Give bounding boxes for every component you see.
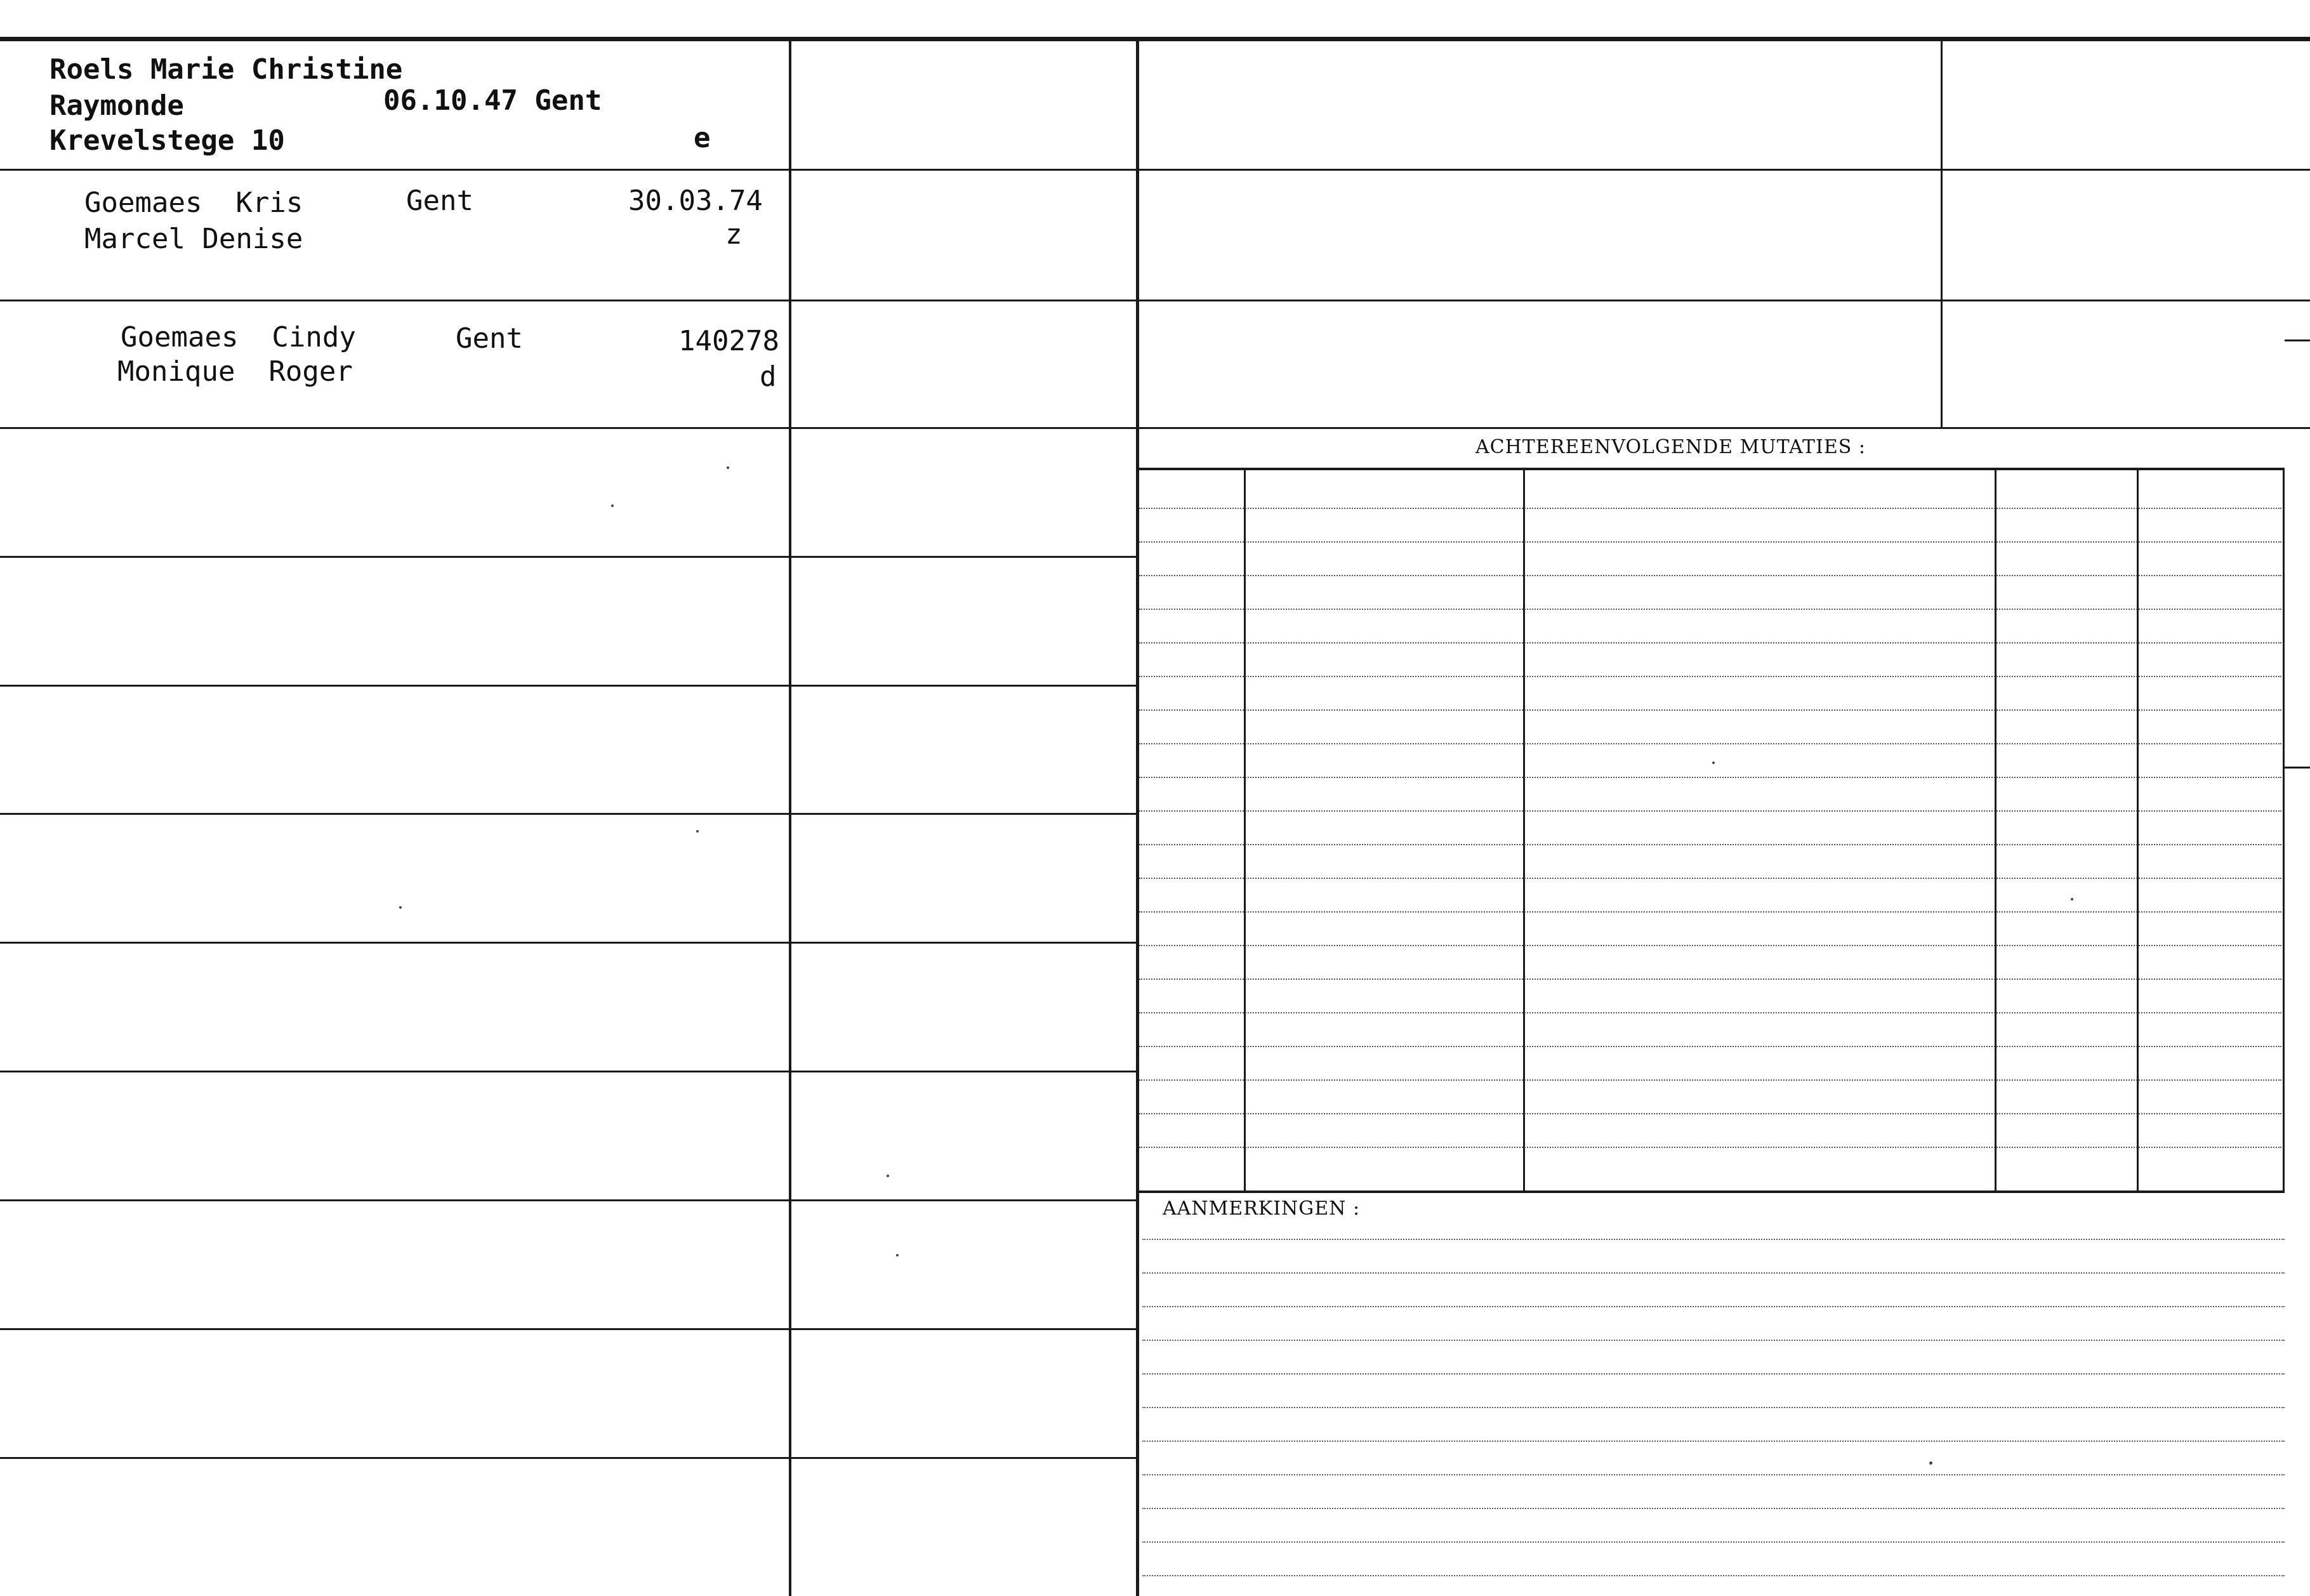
aanmerkingen-line [1142,1373,2285,1375]
entry-1-birth-date-place: 06.10.47 Gent [383,84,602,117]
mutaties-heading: ACHTEREENVOLGENDE MUTATIES : [1475,436,1866,458]
entry-1-name: Roels Marie Christine [50,53,403,86]
aanmerkingen-line [1142,1239,2285,1240]
aanmerkingen-line [1142,1340,2285,1341]
entry-3-given-names: Monique Roger [117,355,353,388]
mutaties-top-rule [1136,468,2285,470]
mutaties-line [1139,1147,2281,1148]
mutaties-line [1139,979,2281,980]
row-line [0,685,1136,687]
row-line [0,169,1136,171]
scan-speck [727,466,729,469]
aanmerkingen-line [1142,1541,2285,1543]
mutaties-line [1139,709,2281,711]
aanmerkingen-line [1142,1441,2285,1442]
right-upper-divider [1941,37,1943,428]
mutaties-line [1139,575,2281,576]
right-row-line [1136,169,2310,171]
aanmerkingen-line [1142,1508,2285,1509]
right-row-line [1136,300,2310,301]
row-line [0,1199,1136,1201]
entry-3-place: Gent [456,322,523,355]
mutaties-line [1139,1046,2281,1047]
row-line [0,427,1136,429]
mutaties-col-line [1995,468,1996,1192]
entry-1-given-names: Raymonde [50,89,184,122]
mutaties-line [1139,777,2281,778]
mutaties-line [1139,810,2281,812]
aanmerkingen-line [1142,1306,2285,1307]
mutaties-line [1139,541,2281,543]
row-line [0,556,1136,558]
aanmerkingen-line [1142,1575,2285,1576]
scan-speck [2071,898,2073,900]
mutaties-line [1139,1079,2281,1081]
aanmerkingen-heading: AANMERKINGEN : [1163,1197,1361,1220]
mutaties-col-line [2137,468,2139,1192]
mutaties-col-line [1523,468,1525,1192]
mutaties-bottom-rule [1136,1190,2285,1193]
row-line [0,1328,1136,1330]
mutaties-line [1139,844,2281,845]
mutaties-line [1139,878,2281,879]
aanmerkingen-line [1142,1272,2285,1274]
mutaties-line [1139,1012,2281,1013]
mutaties-line [1139,1113,2281,1114]
mutaties-line [1139,676,2281,677]
row-line [0,813,1136,815]
entry-2-code: z [725,218,742,251]
entry-1-address: Krevelstege 10 [50,124,285,157]
scan-speck [399,906,402,909]
mutaties-line [1139,508,2281,509]
mutaties-right-edge [2283,468,2285,1192]
mutaties-line [1139,911,2281,913]
row-line [0,1457,1136,1459]
row-line [0,1071,1136,1072]
entry-2-given-names: Marcel Denise [84,223,303,255]
entry-2-place: Gent [406,185,473,217]
scan-speck [1929,1461,1932,1465]
entry-2-name: Goemaes Kris [84,187,303,219]
mutaties-col-line [1244,468,1246,1192]
mutaties-line [1139,609,2281,610]
entry-1-code: e [694,122,711,154]
mutaties-line [1139,945,2281,946]
scan-speck [696,830,699,833]
entry-3-name: Goemaes Cindy [121,321,356,353]
edge-tick [2285,340,2310,341]
right-row-line [1136,427,2310,429]
aanmerkingen-line [1142,1407,2285,1408]
scan-speck [611,505,614,507]
scan-speck [887,1175,889,1177]
top-rule [0,37,2310,41]
row-line [0,300,1136,301]
entry-3-code: d [760,360,777,393]
edge-tick [2285,767,2310,768]
row-line [0,942,1136,944]
middle-divider [1136,37,1139,1596]
entry-2-date: 30.03.74 [628,185,763,217]
aanmerkingen-line [1142,1474,2285,1475]
left-column-divider [789,37,791,1596]
mutaties-line [1139,642,2281,643]
scan-speck [896,1254,899,1256]
mutaties-line [1139,743,2281,744]
entry-3-date: 140278 [678,325,779,357]
scan-speck [1712,762,1715,764]
